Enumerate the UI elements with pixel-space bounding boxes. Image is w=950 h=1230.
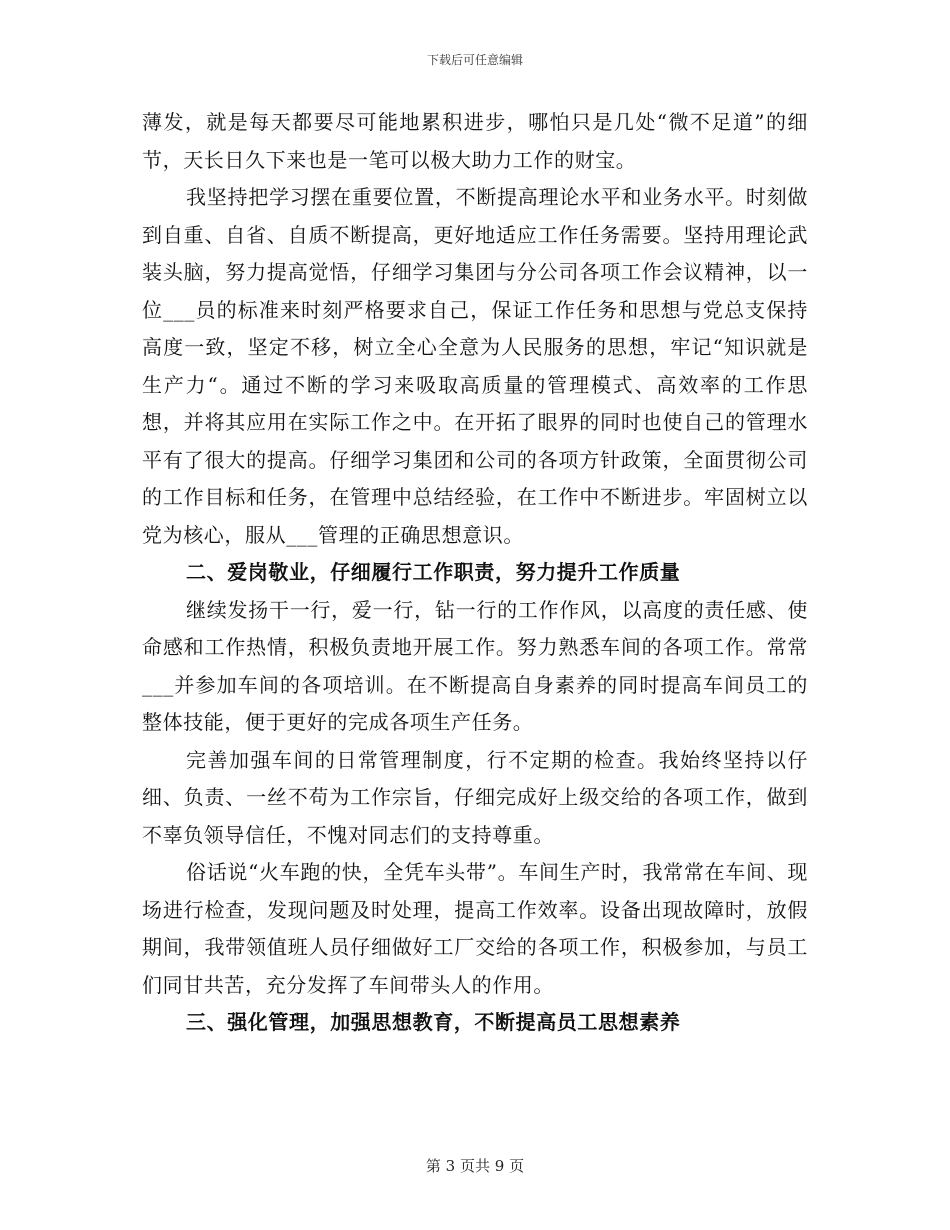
- paragraph-study: 我坚持把学习摆在重要位置，不断提高理论水平和业务水平。时刻做到自重、自省、自质不断提高，更好地适应工作任务需要。坚持用理论武装头脑，努力提高觉悟，仔细学习集团与分公司各项工作会议精神，以一位___员的标准来时刻严格要求自己，保证工作任务和思想与党总支保持高度一致，坚定不移，树立全心全意为人民服务的思想，牢记“知识就是生产力“。通过不断的学习来吸取高质量的管理模式、高效率的工作思想，并将其应用在实际工作之中。在开拓了眼界的同时也使自己的管理水平有了很大的提高。仔细学习集团和公司的各项方针政策，全面贯彻公司的工作目标和任务，在管理中总结经验，在工作中不断进步。牢固树立以党为核心，服从___管理的正确思想意识。: [142, 185, 808, 547]
- page-header: 下载后可任意编辑: [426, 53, 523, 67]
- paragraph-management-system: 完善加强车间的日常管理制度，行不定期的检查。我始终坚持以仔细、负责、一丝不苟为工作宗旨，仔细完成好上级交给的各项工作，做到不辜负领导信任，不愧对同志们的支持尊重。: [142, 747, 808, 847]
- page-footer: 第 3 页共 9 页: [425, 1157, 525, 1175]
- section-heading-three: 三、强化管理，加强思想教育，不断提高员工思想素养: [186, 1010, 681, 1034]
- section-heading-two: 二、爱岗敬业，仔细履行工作职责，努力提升工作质量: [186, 560, 681, 584]
- paragraph-work-style: 继续发扬干一行，爱一行，钻一行的工作作风，以高度的责任感、使命感和工作热情，积极负责地开展工作。努力熟悉车间的各项工作。常常___并参加车间的各项培训。在不断提高自身素养的同时提高车间员工的整体技能，便于更好的完成各项生产任务。: [142, 597, 808, 734]
- document-body: [142, 104, 808, 1042]
- paragraph-leadership: 俗话说“火车跑的快，全凭车头带”。车间生产时，我常常在车间、现场进行检查，发现问题及时处理，提高工作效率。设备出现故障时，放假期间，我带领值班人员仔细做好工厂交给的各项工作，积极参加，与员工们同甘共苦，充分发挥了车间带头人的作用。: [142, 860, 808, 997]
- paragraph-continuation: 薄发，就是每天都要尽可能地累积进步，哪怕只是几处“微不足道”的细节，天长日久下来也是一笔可以极大助力工作的财宝。: [142, 110, 808, 172]
